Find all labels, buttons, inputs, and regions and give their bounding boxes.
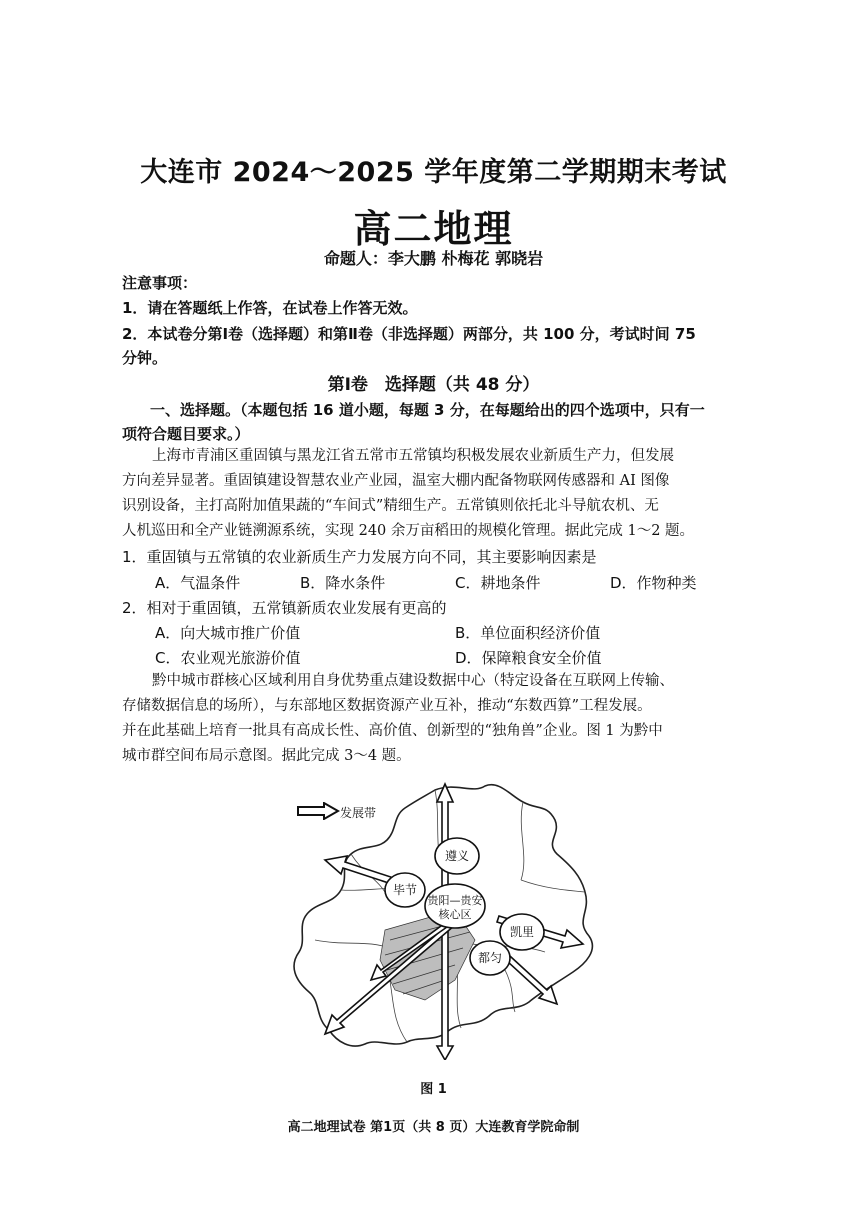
legend-label: 发展带 [340,806,377,820]
passage-2-line-3: 并在此基础上培育一批具有高成长性、高价值、创新型的“独角兽”企业。图 1 为黔中 [122,723,663,739]
passage-1 [122,444,758,544]
exam-title: 大连市 2024～2025 学年度第二学期期末考试 [140,157,727,188]
subject-title: 高二地理 [353,207,514,251]
question-2-option-c: C．农业观光旅游价值 [155,649,301,667]
authors-line: 命题人：李大鹏 朴梅花 郭晓岩 [323,249,544,268]
section-heading: 第Ⅰ卷 选择题（共 48 分） [327,375,540,395]
instructions-line-2: 项符合题目要求。） [122,425,250,443]
question-1-option-b: B．降水条件 [300,574,386,592]
question-1-stem: 1．重固镇与五常镇的农业新质生产力发展方向不同，其主要影响因素是 [122,548,597,566]
passage-1-line-2: 方向差异显著。重固镇建设智慧农业产业园，温室大棚内配备物联网传感器和 AI 图像 [122,473,670,489]
passage-1-line-1: 上海市青浦区重固镇与黑龙江省五常市五常镇均积极发展农业新质生产力，但发展 [152,448,674,464]
passage-1-line-3: 识别设备，主打高附加值果蔬的“车间式”精细生产。五常镇则依托北斗导航农机、无 [122,498,659,514]
passage-2-line-2: 存储数据信息的场所），与东部地区数据资源产业互补，推动“东数西算”工程发展。 [122,698,652,714]
note-2: 2．本试卷分第Ⅰ卷（选择题）和第Ⅱ卷（非选择题）两部分，共 100 分，考试时间 75 [122,325,696,343]
page-footer: 高二地理试卷 第1页（共 8 页）大连教育学院命制 [287,1120,580,1135]
question-1-option-a: A．气温条件 [155,574,241,592]
city-label-core-area: 核心区 [438,908,472,921]
passage-2 [122,669,758,769]
passage-2-line-4: 城市群空间布局示意图。据此完成 3～4 题。 [122,748,411,764]
question-2-option-a: A．向大城市推广价值 [155,624,301,642]
city-label-guiyang: 贵阳—贵安 [427,894,483,907]
question-1-option-d: D．作物种类 [610,574,697,592]
city-label-duyun: 都匀 [477,951,503,965]
note-2-continued: 分钟。 [122,349,168,367]
passage-1-line-4: 人机巡田和全产业链溯源系统，实现 240 余万亩稻田的规模化管理。据此完成 1～2 题。 [122,523,695,539]
instructions-line-1: 一、选择题。（本题包括 16 道小题，每题 3 分，在每题给出的四个选项中，只有一 [150,401,705,419]
notes-heading: 注意事项： [122,274,198,292]
figure-caption: 图 1 [420,1082,447,1097]
note-1: 1．请在答题纸上作答，在试卷上作答无效。 [122,299,418,317]
section-instructions [122,398,754,446]
question-2-option-d: D．保障粮食安全价值 [455,649,602,667]
passage-2-line-1: 黔中城市群核心区域利用自身优势重点建设数据中心（特定设备在互联网上传输、 [152,673,674,689]
urban-agglomeration-map [285,780,615,1060]
question-2-stem: 2．相对于重固镇，五常镇新质农业发展有更高的 [122,599,447,617]
question-1-option-c: C．耕地条件 [455,574,541,592]
city-label-kaili: 凯里 [509,925,535,939]
city-label-bijie: 毕节 [392,883,418,897]
city-label-zunyi: 遵义 [444,849,470,863]
question-2-option-b: B．单位面积经济价值 [455,624,601,642]
